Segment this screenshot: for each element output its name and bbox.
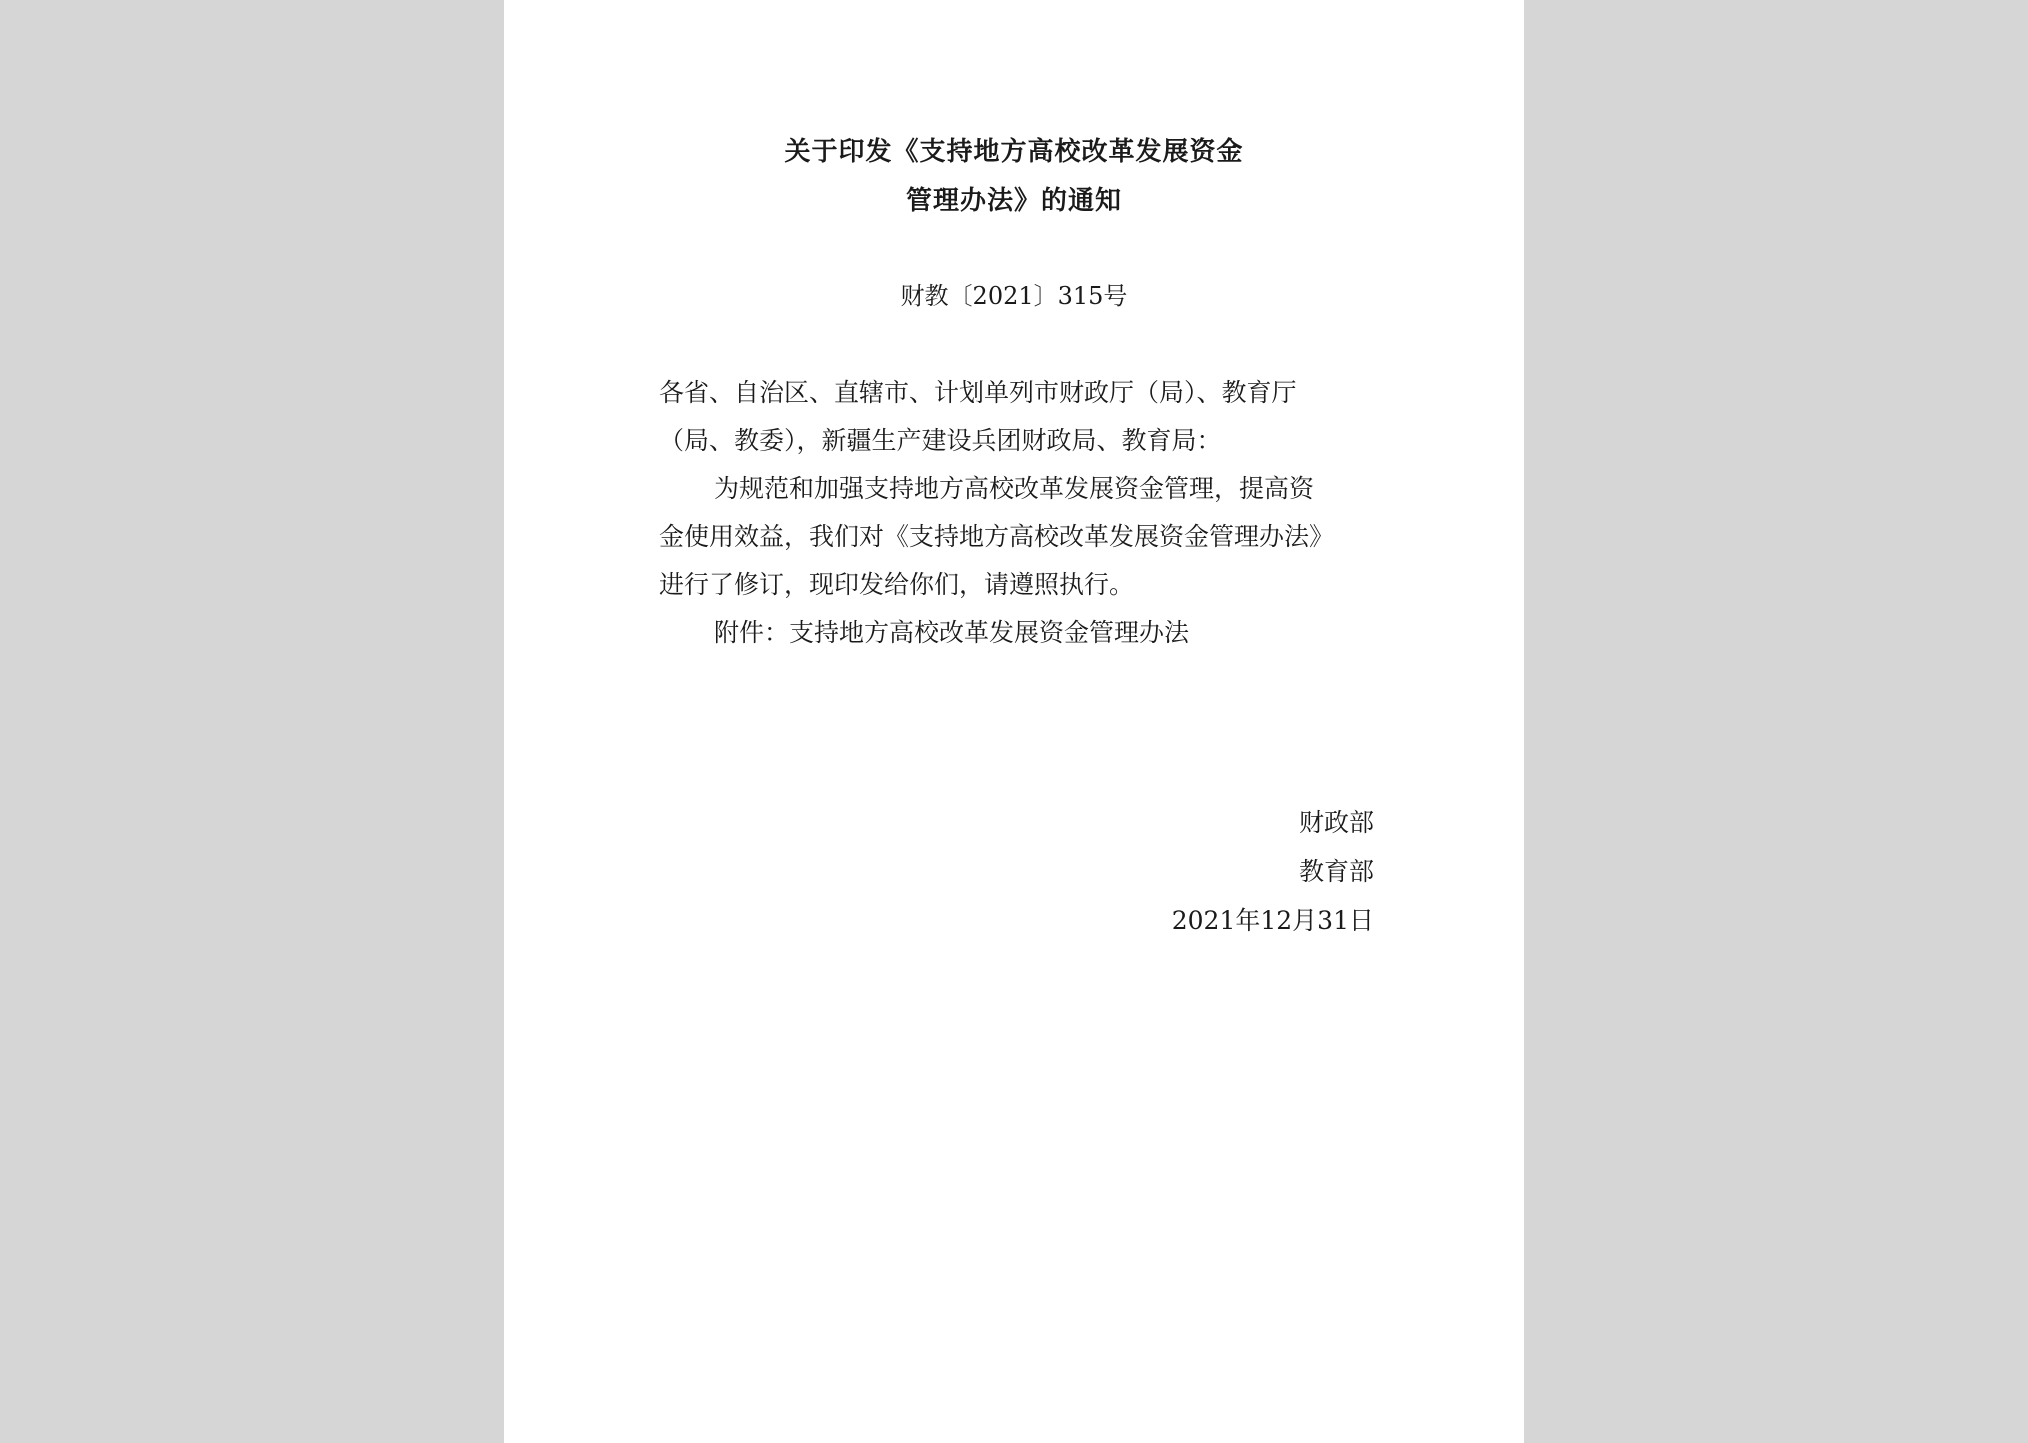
document-page	[504, 0, 1524, 1443]
document-title-line-1: 关于印发《支持地方高校改革发展资金	[784, 137, 1244, 167]
body-line-2: 金使用效益，我们对《支持地方高校改革发展资金管理办法》	[659, 522, 1335, 551]
signatory-ministry-of-finance: 财政部	[1298, 808, 1374, 837]
addressee-line-2: （局、教委），新疆生产建设兵团财政局、教育局：	[659, 426, 1222, 455]
signatory-ministry-of-education: 教育部	[1298, 857, 1374, 886]
document-number: 财教〔2021〕315号	[900, 282, 1128, 310]
attachment-line: 附件：支持地方高校改革发展资金管理办法	[714, 618, 1190, 647]
issue-date: 2021年12月31日	[1171, 906, 1374, 935]
document-title-line-2: 管理办法》的通知	[905, 186, 1122, 216]
addressee-line-1: 各省、自治区、直辖市、计划单列市财政厅（局）、教育厅	[659, 378, 1297, 407]
body-line-1: 为规范和加强支持地方高校改革发展资金管理，提高资	[714, 474, 1315, 503]
body-line-3: 进行了修订，现印发给你们，请遵照执行。	[659, 570, 1135, 599]
